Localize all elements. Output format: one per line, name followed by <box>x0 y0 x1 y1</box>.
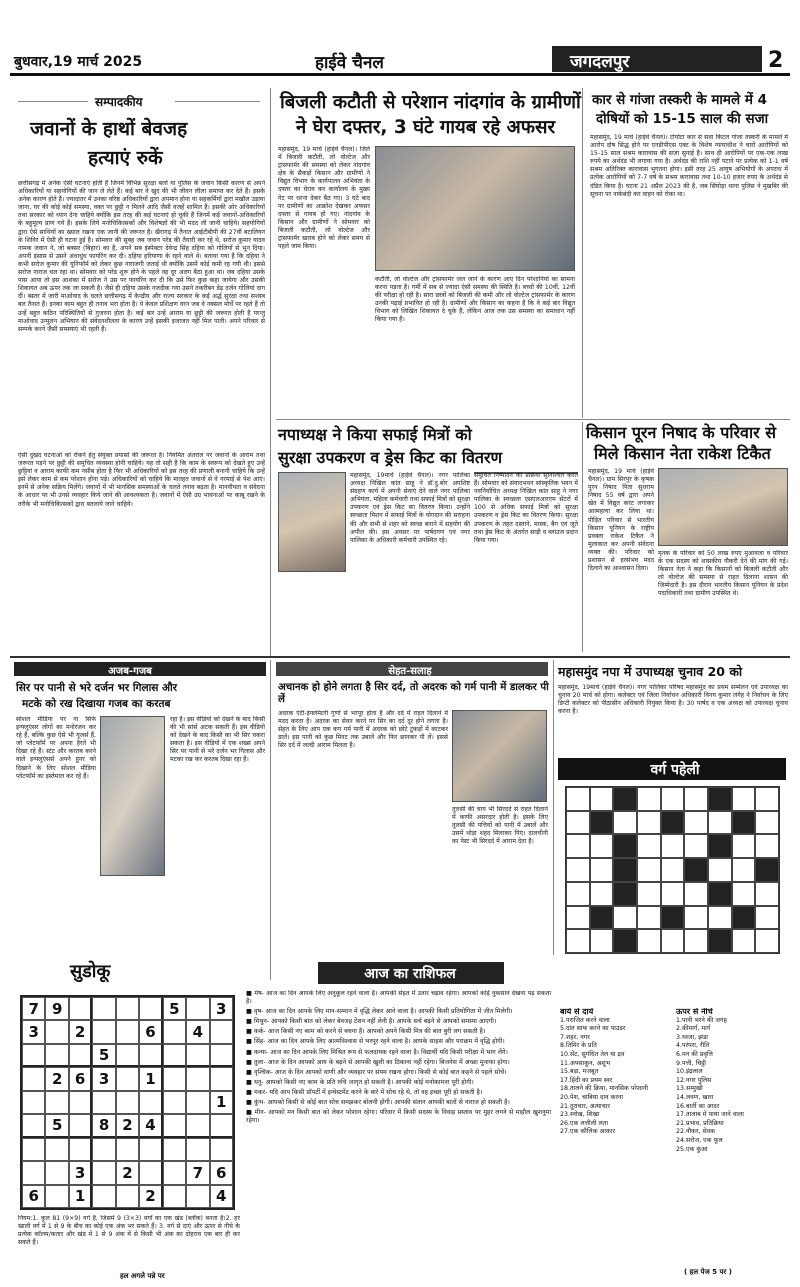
rashifal-list <box>246 990 551 1280</box>
crossword-cell[interactable] <box>613 906 637 930</box>
sudoku-cell[interactable]: 8 <box>92 1114 115 1137</box>
rashifal-item: ■ कर्क- आज किसी नए काम को करने से बचना है। आपको अपने किसी मित्र की बात बुरी लग सकती है। <box>246 1028 486 1036</box>
sudoku-cell[interactable] <box>210 1020 233 1043</box>
sudoku-cell[interactable] <box>210 1138 233 1161</box>
crossword-cell <box>708 834 732 858</box>
column-rule <box>553 660 554 955</box>
crossword-cell[interactable] <box>637 858 661 882</box>
health-tag: सेहत-सलाह <box>388 666 432 677</box>
sudoku-answer-note: हल अगले पन्ने पर <box>120 1272 165 1280</box>
sudoku-cell[interactable] <box>163 1185 186 1208</box>
sudoku-cell[interactable] <box>186 1067 209 1090</box>
column-rule <box>270 88 271 658</box>
sudoku-cell[interactable] <box>163 1067 186 1090</box>
sudoku-cell[interactable] <box>69 1091 92 1114</box>
sudoku-cell[interactable] <box>163 1138 186 1161</box>
sudoku-cell[interactable]: 3 <box>69 1161 92 1184</box>
sudoku-cell[interactable] <box>139 1091 162 1114</box>
sudoku-cell[interactable] <box>22 1067 45 1090</box>
sudoku-cell[interactable] <box>163 1091 186 1114</box>
crossword-clue: 4.परंपरा, रीति <box>676 1042 710 1050</box>
crossword-cell[interactable] <box>590 858 614 882</box>
crossword-clue: 17.हिंदी का प्रथम स्वर <box>560 1076 613 1084</box>
nagar-body: महासमुंद, 19मार्च (हाईवे चैनल)। नगर पालिका अध्यक्ष निखिल कांत साहू ने डॉ.दु.बोर अपशिष्ट संग्रहण कार्य में अपनी सेवाएं देने वाले नगर पालिका अभियंता, महिला कर्मचारी तथा सफाई मित्रों को सुरक्षा उपकरण एवं ड्रेस किट का वितरण किया। उन्होंने स्वच्छता मिशन में सफाई मित्रों के योगदान की सराहना की और सभी से शहर को स्वच्छ बनाने में सहयोग की अपील की। इस अवसर पर पार्षदगण एवं नगर पालिका के अधिकारी कर्मचारी उपस्थित रहे। <box>350 472 470 544</box>
sudoku-cell[interactable]: 2 <box>139 1185 162 1208</box>
issue-date: बुधवार,19 मार्च 2025 <box>14 54 143 70</box>
sudoku-cell[interactable] <box>22 1114 45 1137</box>
crossword-cell <box>708 787 732 811</box>
rashifal-item: ■ धनु- आपको किसी नए काम के प्रति रुचि जागृत हो सकती है। आपकी कोई मनोकामना पूरी होगी। <box>246 1078 474 1086</box>
sudoku-cell[interactable]: 5 <box>163 997 186 1020</box>
rashifal-item: ■ वृष- आज का दिन आपके लिए मान-सम्मान में वृद्धि लेकर आने वाला है। आपकी किसी प्रतियोगिता में जीत मिलेगी। <box>246 1008 513 1016</box>
crossword-cell <box>708 882 732 906</box>
crossword-clue: 21.प्रभाव, प्रतिक्रिया <box>676 1119 724 1127</box>
crossword-cell <box>590 906 614 930</box>
crossword-clue: 1.पानी भरने की जगह <box>676 1016 727 1024</box>
crossword-down-clues <box>676 1008 788 1266</box>
sudoku-cell[interactable] <box>186 1044 209 1067</box>
crossword-clue: 14.लवण, खारा <box>676 1093 714 1101</box>
sudoku-rules: नियम:1. कुल 81 (9×9) वर्ग हैं, जिसमें 9 (3×3) वर्गों का एक खंड (ब्लॉक) बनता है।2. हर खाली वर्ग में 1 से 9 के बीच का कोई एक अंक भर सकते हैं। 3. वर्ग से दाएं और ऊपर से नीचे के प्रत्येक कॉलम/कतार और खंड में 1 से 9 अंक में से किसी भी अंक का दोहराव एक बार ही कर सकते हैं। <box>18 1215 240 1247</box>
crossword-cell[interactable] <box>566 787 590 811</box>
crossword-clue: 5.दांत साफ करने का पाउडर <box>560 1025 626 1033</box>
ajab-title-line2: मटके को रख दिखाया गजब का करतब <box>22 698 171 710</box>
nagar-title-line2: सुरक्षा उपकरण व ड्रेस किट का वितरण <box>278 448 503 467</box>
crossword-cell[interactable] <box>755 811 779 835</box>
crossword-clue: 13.सम्मुखी <box>676 1085 703 1093</box>
crossword-cell[interactable] <box>590 787 614 811</box>
sudoku-cell[interactable] <box>139 1044 162 1067</box>
editorial-rule-right <box>175 101 260 102</box>
sudoku-cell[interactable]: 4 <box>139 1114 162 1137</box>
health-photo-headache <box>452 710 547 802</box>
crossword-clue: 27.एक कौलिक आकार <box>560 1128 616 1136</box>
paper-name: हाईवे चैनल <box>315 53 384 73</box>
sudoku-cell[interactable] <box>92 1161 115 1184</box>
crossword-cell[interactable] <box>684 834 708 858</box>
lead-title-line1: बिजली कटौती से परेशान नांदगांव के ग्रामीणों <box>280 92 581 113</box>
crossword-cell <box>684 858 708 882</box>
crossword-clue: 10.इंद्रलाल <box>676 1068 703 1076</box>
crossword-cell <box>732 906 756 930</box>
editorial-body-2: ऐसी दुखद घटनाओं को रोकने हेतु संयुक्त प्रयासों की जरूरत है। नियमित अंतराल पर जवानों के आराम तथा जरूरत पड़ने पर छुट्टी की समुचित व्यवस्था होनी चाहिये। यह तो सही है कि काम के स्वरूप को देखते हुए उन्हें छुट्टियां व आराम काफी कम नसीब होता है फिर भी अधिकारियों को इस तरह की प्रणाली बनानी चाहिये कि उन्हें इसे लेकर काम से कम परेशान होना पड़े। अधिकारियों को चाहिये कि मातहत जवानों से वे नरमाई से पेश आएं। इनमें से अनेक सक्रिय मिलेंगे। जवानों में भी मानसिक समस्याओं के चलते तनाव बढ़ता है। मानवीयता व संवेदना के आधार पर भी उनसे व्यवहार किये जाने की आवश्यकता है। जवानों में ऐसी उग्र भावनाओं पर काबू रखने के तरीके भी मनोचिकित्सकों द्वारा बतलाये जाने चाहिये। <box>18 452 265 508</box>
crossword-cell[interactable] <box>755 882 779 906</box>
crossword-cell <box>613 929 637 953</box>
kisan-title-line2: मिले किसान नेता राकेश टिकैत <box>594 444 771 463</box>
sudoku-cell[interactable] <box>139 1138 162 1161</box>
ganja-title-line2: दोषियों को 15-15 साल की सजा <box>596 111 769 127</box>
crossword-cell <box>590 811 614 835</box>
crossword-cell[interactable] <box>637 787 661 811</box>
editorial-section-label: सम्पादकीय <box>95 95 143 109</box>
sudoku-cell[interactable] <box>22 1161 45 1184</box>
sudoku-cell[interactable] <box>210 1067 233 1090</box>
crossword-cell[interactable] <box>755 787 779 811</box>
column-rule <box>582 88 583 418</box>
crossword-cell[interactable] <box>637 906 661 930</box>
sudoku-cell[interactable] <box>45 1161 68 1184</box>
kisan-title-line1: किसान पूरन निषाद के परिवार से <box>586 423 777 442</box>
crossword-cell[interactable] <box>732 858 756 882</box>
rashifal-item: ■ मकर- यदि आप किसी प्रॉपर्टी में इन्वेस्टमेंट करने के बारे में सोच रहे थे, तो वह इच्छा पूरी हो सकती है। <box>246 1088 483 1096</box>
crossword-clue: 2.कीमार्ग, मार्ग <box>676 1025 711 1033</box>
crossword-clue: 18.तालने की क्रिया, मानसिक परेशानी <box>560 1085 649 1093</box>
crossword-clue: 15.बड़ा, मजबूत <box>560 1068 599 1076</box>
crossword-clue: 17.तालाब में पाया जाने वाला <box>676 1111 744 1119</box>
crossword-cell <box>661 811 685 835</box>
rashifal-item: ■ तुला- आज के दिन आपको आय के बढ़ने से आपकी खुशी का ठिकाना नहीं रहेगा। बिजनेस में अच्छा मुनाफा होगा। <box>246 1058 510 1066</box>
sudoku-cell[interactable]: 4 <box>186 1020 209 1043</box>
crossword-title: वर्ग पहेली <box>650 762 700 778</box>
crossword-clue: 20.पेश, चाबिया दान करना <box>560 1093 624 1101</box>
rashifal-item: ■ कन्या- आज का दिन आपके लिए मिश्रित रूप से फलदायक रहने वाला है। विद्यार्थी यदि किसी परीक्षा में भाग लेंगे। <box>246 1048 508 1056</box>
crossword-clue: 6.मन की प्रवृत्ति <box>676 1050 713 1058</box>
crossword-cell[interactable] <box>637 834 661 858</box>
crossword-cell[interactable] <box>566 834 590 858</box>
crossword-cell <box>613 834 637 858</box>
sudoku-cell[interactable] <box>210 1044 233 1067</box>
editorial-title-line2: हत्याएं रुकें <box>88 147 163 169</box>
sudoku-cell[interactable] <box>92 1185 115 1208</box>
crossword-clue: 11.अपसाकुन, अशुभ <box>560 1059 611 1067</box>
rashifal-item: ■ सिंह- आज का दिन आपके लिए आत्मविश्वास से भरपूर रहने वाला है। आपके साहस और पराक्रम में वृद्धि होगी। <box>246 1038 505 1046</box>
crossword-clue: 23.स्नोख, शिखा <box>560 1111 600 1119</box>
crossword-clue: 3.ध्वजा, झंडा <box>676 1033 708 1041</box>
sudoku-cell[interactable]: 6 <box>22 1185 45 1208</box>
crossword-cell[interactable] <box>684 929 708 953</box>
sudoku-cell[interactable] <box>22 1044 45 1067</box>
crossword-cell[interactable] <box>708 906 732 930</box>
sudoku-cell[interactable] <box>69 1138 92 1161</box>
crossword-cell[interactable] <box>684 787 708 811</box>
crossword-grid <box>565 786 780 954</box>
sudoku-cell[interactable] <box>22 1091 45 1114</box>
sudoku-title-box <box>16 962 238 986</box>
sudoku-grid <box>20 995 235 1210</box>
crossword-cell <box>661 906 685 930</box>
sudoku-cell[interactable] <box>69 1044 92 1067</box>
ajab-title-line1: सिर पर पानी से भरे दर्जन भर गिलास और <box>16 682 178 694</box>
crossword-cell[interactable] <box>637 929 661 953</box>
crossword-cell[interactable] <box>637 882 661 906</box>
ajab-photo-balancing <box>100 716 165 876</box>
sudoku-title: सुडोकू <box>70 961 111 982</box>
sudoku-cell[interactable] <box>116 1067 139 1090</box>
lead-body-2: कटौती, लो वोल्टेज और ट्रांसफार्मर जल जाने के कारण आए दिन परेशानियों का सामना करना पड़ता है। गर्मी में सब से ज्यादा ऐसी समस्या की स्थिति है। बच्चों की 10वीं, 12वीं की परीक्षा हो रही है। सारा छात्रों को बिजली की कमी और लो वोल्टेज ट्रांसफार्मर के कारण उनकी पढ़ाई प्रभावित हो रही है। ग्रामीणों और किसान का कहना है कि वे कई बार विद्युत विभाग को लिखित शिकायत दे चुके हैं, लेकिन आज तक उस समस्या का समाधान नहीं किया गया है। <box>375 276 575 324</box>
sudoku-cell[interactable]: 3 <box>92 1067 115 1090</box>
sudoku-cell[interactable] <box>116 1020 139 1043</box>
crossword-clue: 22.नौकर, सेवक <box>676 1128 716 1136</box>
crossword-cell[interactable] <box>613 811 637 835</box>
sudoku-cell[interactable] <box>45 1091 68 1114</box>
sudoku-cell[interactable] <box>45 1044 68 1067</box>
sudoku-cell[interactable] <box>116 1138 139 1161</box>
crossword-clue: 12.नगर पुलिस <box>676 1076 712 1084</box>
crossword-clue: 9.पत्ती, चिट्ठी <box>676 1059 706 1067</box>
crossword-cell <box>708 929 732 953</box>
sudoku-cell[interactable] <box>116 1185 139 1208</box>
sudoku-cell[interactable]: 2 <box>116 1161 139 1184</box>
crossword-cell <box>613 882 637 906</box>
sudoku-cell[interactable]: 6 <box>69 1067 92 1090</box>
kisan-body: महासमुंद, 19 मार्च (हाईवे चैनल)। ग्राम सिरपुर के कृषक पूरन निषाद पिता सुधराम निषाद 55 वर्ष द्वारा अपने खेत में विद्युत करंट लगाकर आत्महत्या कर लिया था। पीड़ित परिवार से भारतीय किसान यूनियन के राष्ट्रीय प्रवक्ता राकेश टिकैत ने मुलाकात कर अपनी संवेदना व्यक्त की। परिवार को प्रशासन से हरसंभव मदद दिलाने का आश्वासन दिया। <box>588 468 654 573</box>
sudoku-cell[interactable] <box>45 1138 68 1161</box>
crossword-clue: 8.तिमिर के प्रति <box>560 1042 597 1050</box>
rashifal-title: आज का राशिफल <box>364 966 456 982</box>
crossword-cell[interactable] <box>732 929 756 953</box>
crossword-cell[interactable] <box>684 811 708 835</box>
crossword-cell[interactable] <box>590 929 614 953</box>
kisan-body-2: मृतक के परिवार को 50 लाख रुपए मुआवजा व परिवार के एक सदस्य को शासकीय नौकरी देने की मांग की गई। किसान नेता ने कहा कि किसानों को बिजली कटौती और लो वोल्टेज की समस्या से राहत दिलाना शासन की जिम्मेदारी है। इस दौरान भारतीय किसान यूनियन के प्रदेश पदाधिकारी तथा ग्रामीण उपस्थित थे। <box>658 550 788 598</box>
sudoku-cell[interactable] <box>186 1091 209 1114</box>
sudoku-cell[interactable] <box>163 1020 186 1043</box>
crossword-cell[interactable] <box>755 834 779 858</box>
crossword-cell[interactable] <box>755 929 779 953</box>
lead-photo-protest <box>375 146 575 271</box>
ganja-body: महासमुंद, 19 मार्च (हाईवे चैनल)। टोयोटा कार से सवा किंटल गांजा तस्करी के मामले में आरोप दोष सिद्ध होने पर एनडीपीएस एक्ट के विशेष न्यायाधीश ने चारों आरोपियों को 15-15 साल सश्रम कारावास की सजा सुनाई है। साथ ही आरोपियों पर एक-एक लाख रुपये का अर्थदंड भी लगाया गया है। अर्थदंड की राशि नहीं पटाने पर प्रत्येक को 1-1 वर्ष सश्रम अतिरिक्त कारावास भुगतना होगा। इसी तरह 25 आयुष अभियोगों के अपराध में प्रत्येक आरोपियों को 7-7 वर्ष के सश्रम कारावास तथा 10-10 हजार रुपए के अर्थदंड से दंडित किया है। घटना 21 अप्रैल 2023 की है, जब सिंघोड़ा थाना पुलिस ने मुखबिर की सूचना पर नाकेबंदी कर वाहन को रोका था। <box>590 134 788 198</box>
sudoku-cell[interactable]: 4 <box>210 1185 233 1208</box>
sudoku-cell[interactable] <box>163 1044 186 1067</box>
sudoku-cell[interactable]: 2 <box>116 1114 139 1137</box>
sudoku-cell[interactable] <box>186 1138 209 1161</box>
sudoku-cell[interactable] <box>116 997 139 1020</box>
sudoku-cell[interactable] <box>139 997 162 1020</box>
lead-body: महासमुंद, 19 मार्च (हाईवे चैनल)। जिले में बिजली कटौती, लो वोल्टेज और ट्रांसफार्मर की समस्या को लेकर नांदगांव क्षेत्र के सैकड़ों किसान और ग्रामीणों ने विद्युत विभाग के कार्यपालन अभियंता के दफ्तर का घेराव कर कार्यालय के मुख्य गेट पर धरना देकर बैठ गए। 3 घंटे बाद पर ग्रामीणों का आक्रोश देखकर अफसर दफ्तर से गायब हो गए। नांदगांव के किसान और ग्रामीणों ने सोमवार को बिजली कटौती, लो वोल्टेज और ट्रांसफार्मर खराब होने को लेकर समय से पहले जाम किया। <box>278 146 370 251</box>
rashifal-item: ■ मिथुन- आपको किसी बात को लेकर बेवजह टेंशन नहीं लेनी है। आपके सर्च बढ़ने से आपको समस्या आएगी। <box>246 1018 497 1026</box>
crossword-cell[interactable] <box>708 858 732 882</box>
sudoku-cell[interactable]: 1 <box>210 1091 233 1114</box>
crossword-cell <box>755 858 779 882</box>
rashifal-item: ■ मेष- आज का दिन आपके लिए अनुकूल रहने वाला है। आपकी सेहत में उतार चढ़ाव रहेगा। आपको कोई नुकसान देखना पड़ सकता है। <box>246 990 551 1006</box>
rashifal-item: ■ कुंभ- आपको किसी से कोई बात सोच समझकर बोलनी होगी। आपकी संतान आपकी बातों से नाराज हो सकती है। <box>246 1099 510 1107</box>
crossword-cell[interactable] <box>566 906 590 930</box>
row-rule <box>10 656 790 658</box>
crossword-clue: 21.दुराचार, अत्याचार <box>560 1102 610 1110</box>
sudoku-cell[interactable] <box>116 1044 139 1067</box>
ganja-title-line1: कार से गांजा तस्करी के मामले में 4 <box>592 92 767 108</box>
crossword-cell[interactable] <box>684 906 708 930</box>
crossword-cell[interactable] <box>566 882 590 906</box>
crossword-clue: 24.सरोज, एक फूल <box>676 1136 723 1144</box>
sudoku-cell[interactable] <box>186 1114 209 1137</box>
rashifal-item: ■ मीन- आपको मन किसी बात को लेकर परेशान रहेगा। परिवार में किसी सदस्य के विवाह प्रस्ताव पर मुहर लगने से माहौल खुशनुमा रहेगा। <box>246 1109 551 1125</box>
crossword-clue: 10.सेंट, सुगंधित तेल या द्रव <box>560 1050 625 1058</box>
crossword-cell[interactable] <box>684 882 708 906</box>
crossword-cell <box>613 858 637 882</box>
crossword-cell[interactable] <box>708 811 732 835</box>
ajab-body-2: रहा है। इस वीडियो को देखने के बाद किसी की भी सांसें अटक सकती हैं। इस वीडियो को देखने के बाद किसी का भी सिर चकरा सकता है। इस वीडियो में एक शख्स अपने सिर पर पानी से भरे दर्जन भर गिलास और मटका रख कर करतब दिखा रहा है। <box>170 716 265 764</box>
sudoku-cell[interactable]: 5 <box>45 1114 68 1137</box>
nagar-photo-ppe <box>278 472 346 572</box>
crossword-cell[interactable] <box>590 834 614 858</box>
column-rule <box>582 422 583 652</box>
sudoku-cell[interactable] <box>45 1185 68 1208</box>
sudoku-cell[interactable] <box>22 1138 45 1161</box>
crossword-clue: 16.बार्ती का आदर <box>676 1102 720 1110</box>
crossword-cell[interactable] <box>661 834 685 858</box>
sudoku-cell[interactable]: 2 <box>45 1067 68 1090</box>
sudoku-cell[interactable] <box>163 1114 186 1137</box>
sudoku-cell[interactable]: 6 <box>139 1020 162 1043</box>
ajab-tag: अजब-गजब <box>108 666 152 677</box>
sudoku-cell[interactable] <box>186 1185 209 1208</box>
crossword-cell[interactable] <box>661 929 685 953</box>
crossword-cell[interactable] <box>661 787 685 811</box>
sudoku-cell[interactable]: 9 <box>45 997 68 1020</box>
health-title: अचानक हो होने लगता है सिर दर्द, तो अदरक को गर्म पानी में डालकर पी लें <box>278 682 549 706</box>
crossword-cell[interactable] <box>732 787 756 811</box>
nagar-title-line1: नपाध्यक्ष ने किया सफाई मित्रों को <box>278 425 472 444</box>
crossword-cell[interactable] <box>566 858 590 882</box>
crossword-cell[interactable] <box>732 882 756 906</box>
crossword-cell[interactable] <box>590 882 614 906</box>
crossword-clue: 25.एक कुंआ <box>676 1145 708 1153</box>
crossword-cell[interactable] <box>566 811 590 835</box>
row-rule <box>276 419 790 420</box>
page-number: 2 <box>768 48 784 73</box>
crossword-clue: 26.एक लत्तीली लता <box>560 1119 608 1127</box>
health-body: अदरक एंटी-इंफ्लेमेटरी गुणों से भरपूर होता है और दर्द में राहत दिलाने में मदद करता है। अदरक का सेवन करने पर सिर का दर्द दूर होने लगता है। सेहत के लिए आप एक कप गर्म पानी में अदरक को छोटे टुकड़ों में काटकर डालें। इस पानी को कुछ मिनट तक उबालें और फिर छानकर पी लें। इससे सिर दर्द में जल्दी आराम मिलता है। <box>278 710 448 750</box>
editorial-body: छत्तीसगढ़ में अनेक ऐसी घटनाएं होती हैं जिनमें विभिन्न सुरक्षा बलों या पुलिस के जवान किसी कारण से अपने अधिकारियों या सहयोगियों की जान ले लेते हैं। कई बार वे खुद की भी जीवन लीला समाप्त कर देते हैं। इसके अनेक कारण होते हैं। ज्यादातर में उनका वरिष्ठ अधिकारियों द्वारा अपमान होना या सहकर्मियों द्वारा मखौल उड़ाया जाना, घर की कोई कोई समस्या, वक्त पर छुट्टी न मिलने आदि जैसी वजहें शामिल हैं। इसकी ओर अधिकारियों तथा सरकार को ध्यान देना चाहिये क्योंकि इस तरह की कई घटनाएं हो चुकी हैं जिनमें कई जवानों-अधिकारियों के बहुमूल्य प्राण गये हैं। इसके लिये मनोचिकित्सकों और विशेषज्ञों की भी मदद ली जानी चाहिये। सहयोगियों द्वारा ऐसे साथियों का ख्याल रखना एक जानी की जरूरत है। खैरागढ़ में तैनात आईटीबीपी की 27वीं बटालियन के शिविर में ऐसी ही घटना हुई है। सोमवार की सुबह जब जवान परेड की तैयारी कर रहे थे, सरोज कुमार यादव नामक जवान ने, जो बक्सर (बिहार) का है, अपने सब इंस्पेक्टर देवेन्द्र सिंह दहिया को गोलियों से भून दिया। अपनी इंसास से उसने अंधाधुंध फायरिंग कर दी। दहिया हरियाणा के रहने वाले थे। बताया गया है कि दहिया ने कभी सरोज कुमार की यूनिफॉर्म को लेकर कुछ नाराजगी जताई थी क्योंकि उसमें कोई कमी रह गयी थी। इससे सरोज नाराज चल रहा था। सोमवार को परेड शुरू होने के पहले वह दूर अलग बैठा हुआ था। जब दहिया उसके पास आया तो इस आशंका में सरोज ने उस पर फायरिंग कर दी कि उसे फिर कुछ कहा जायेगा और उसकी शिकायत अब ऊपर तक जा सकती है। जैसे ही दहिया उसके नजदीक गया उसने तकरीबन डेढ़ दर्जन गोलियां दाग दीं। बस्तर में जारी माओवाद के चलते छत्तीसगढ़ में केन्द्रीय और राज्य सरकार के कई अर्द्ध सुरक्षा तथा सशस्त्र बल तैनात हैं। इनका काम बहुत ही तनाव भरा होता है। ये केवल प्रशिक्षण वरन जब वे नक्सल मोर्चे पर रहते हैं तो उन्हें बहुत कठिन परिस्थितियों से गुजरना होता है। कई बार उन्हें आराम या छुट्टी की जरूरत होती है परन्तु माओवाद उन्मूलन अभियान की संवेदनशीलता के कारण उन्हें इसकी इजाजत नहीं मिल पाती। अपने परिवार से सम्पर्क करने जैसी समस्याएं भी रहती हैं। <box>18 180 265 333</box>
crossword-clue-heading: बायें से दायें <box>560 1008 594 1016</box>
sudoku-cell[interactable]: 1 <box>69 1185 92 1208</box>
sudoku-cell[interactable]: 2 <box>69 1020 92 1043</box>
sudoku-cell[interactable] <box>163 1161 186 1184</box>
sudoku-cell[interactable] <box>92 1020 115 1043</box>
sudoku-cell[interactable] <box>69 1114 92 1137</box>
crossword-cell[interactable] <box>637 811 661 835</box>
sudoku-cell[interactable]: 5 <box>92 1044 115 1067</box>
crossword-cell <box>732 811 756 835</box>
crossword-answer-note: ( हल पेज 5 पर ) <box>684 1268 732 1276</box>
sudoku-cell[interactable]: 1 <box>139 1067 162 1090</box>
ajab-body: सोशल मीडिया पर ना सिर्फ इन्फ्लुएंसर लोगों का मनोरंजन कर रहे हैं, बल्कि कुछ ऐसे भी यूजर्स हैं, जो प्लेटफॉर्म पर अपना हैरतें भी दिखा रहे हैं। स्टंट और करतब करने वाले इन्फ्लुएंसर्स अपने हुनर को दिखाने के लिए सोशल मीडिया प्लेटफॉर्म का इस्तेमाल कर रहे हैं। <box>16 716 96 780</box>
sudoku-cell[interactable] <box>45 1020 68 1043</box>
sudoku-cell[interactable]: 3 <box>210 997 233 1020</box>
editorial-rule <box>18 101 88 102</box>
rashifal-item: ■ वृश्चिक- आज के दिन आपको वाणी और व्यवहार पर संयम रखना होगा। किसी से कोई बात कहने से पहले सोचें। <box>246 1068 507 1076</box>
sudoku-cell[interactable]: 7 <box>186 1161 209 1184</box>
election-title: महासमुंद नपा में उपाध्यक्ष चुनाव 20 को <box>558 664 743 679</box>
lead-title-line2: ने घेरा दफ्तर, 3 घंटे गायब रहे अफसर <box>296 117 556 138</box>
crossword-cell[interactable] <box>732 834 756 858</box>
crossword-across-clues <box>560 1008 670 1266</box>
sudoku-cell[interactable] <box>69 997 92 1020</box>
editorial-title-line1: जवानों के हाथों बेवजह <box>30 118 188 140</box>
sudoku-cell[interactable] <box>92 1138 115 1161</box>
sudoku-cell[interactable] <box>92 1091 115 1114</box>
kisan-photo <box>658 468 788 546</box>
sudoku-cell[interactable] <box>116 1091 139 1114</box>
crossword-clue: 1.पराजित करने वाला <box>560 1016 610 1024</box>
sudoku-cell[interactable] <box>92 997 115 1020</box>
election-body: महासमुंद, 19मार्च (हाईवे चैनल)। नगर पालिका परिषद महासमुंद का प्रथम सम्मेलन एवं उपाध्यक्ष का चुनाव 20 मार्च को होगा। कलेक्टर एवं जिला निर्वाचन अधिकारी विनय कुमार लंगेह ने निर्वाचन के लिए डिप्टी कलेक्टर को पीठासीन अधिकारी नियुक्त किया है। 30 पार्षद व एक अध्यक्ष को उपाध्यक्ष चुनाव करना है। <box>558 684 788 716</box>
crossword-clue-heading: ऊपर से नीचे <box>676 1008 713 1016</box>
sudoku-cell[interactable]: 7 <box>22 997 45 1020</box>
sudoku-cell[interactable] <box>139 1161 162 1184</box>
health-body-2: तुलसी की चाय भी सिरदर्द से राहत दिलाने में काफी असरदार होती है। इसके लिए तुलसी की पत्तियों को पानी में उबालें और उसमें थोड़ा शहद मिलाकर पिएं। दालचीनी का पेस्ट भी सिरदर्द में आराम देता है। <box>452 806 548 846</box>
crossword-clue: 7.शहर, नगर <box>560 1033 590 1041</box>
crossword-cell <box>613 787 637 811</box>
column-rule <box>270 660 271 980</box>
city-name: जगदलपुर <box>570 52 630 72</box>
sudoku-cell[interactable]: 3 <box>22 1020 45 1043</box>
crossword-cell[interactable] <box>755 906 779 930</box>
crossword-cell[interactable] <box>566 929 590 953</box>
sudoku-cell[interactable]: 6 <box>210 1161 233 1184</box>
sudoku-cell[interactable] <box>210 1114 233 1137</box>
nagar-body-2: समुचित निष्पादन की प्रक्रिया सुनिश्चित करते हैं। सोमवार को संवादभवन सांस्कृतिक भवन में नवनिर्वाचित अध्यक्ष निखिल कांत साहू ने नगर पालिका के स्वच्छता एसएलआरएम सेंटरों में 100 से अधिक सफाई मित्रों को सुरक्षा उपकरण व ड्रेस किट का वितरण किया। सुरक्षा उपकरण के तहत दस्ताने, मास्क, बैग एवं जूते तथा ड्रेस किट के अंतर्गत साड़ी व ब्लाउज प्रदान किया गया। <box>474 472 578 544</box>
crossword-cell[interactable] <box>661 882 685 906</box>
sudoku-cell[interactable] <box>186 997 209 1020</box>
crossword-cell[interactable] <box>661 858 685 882</box>
